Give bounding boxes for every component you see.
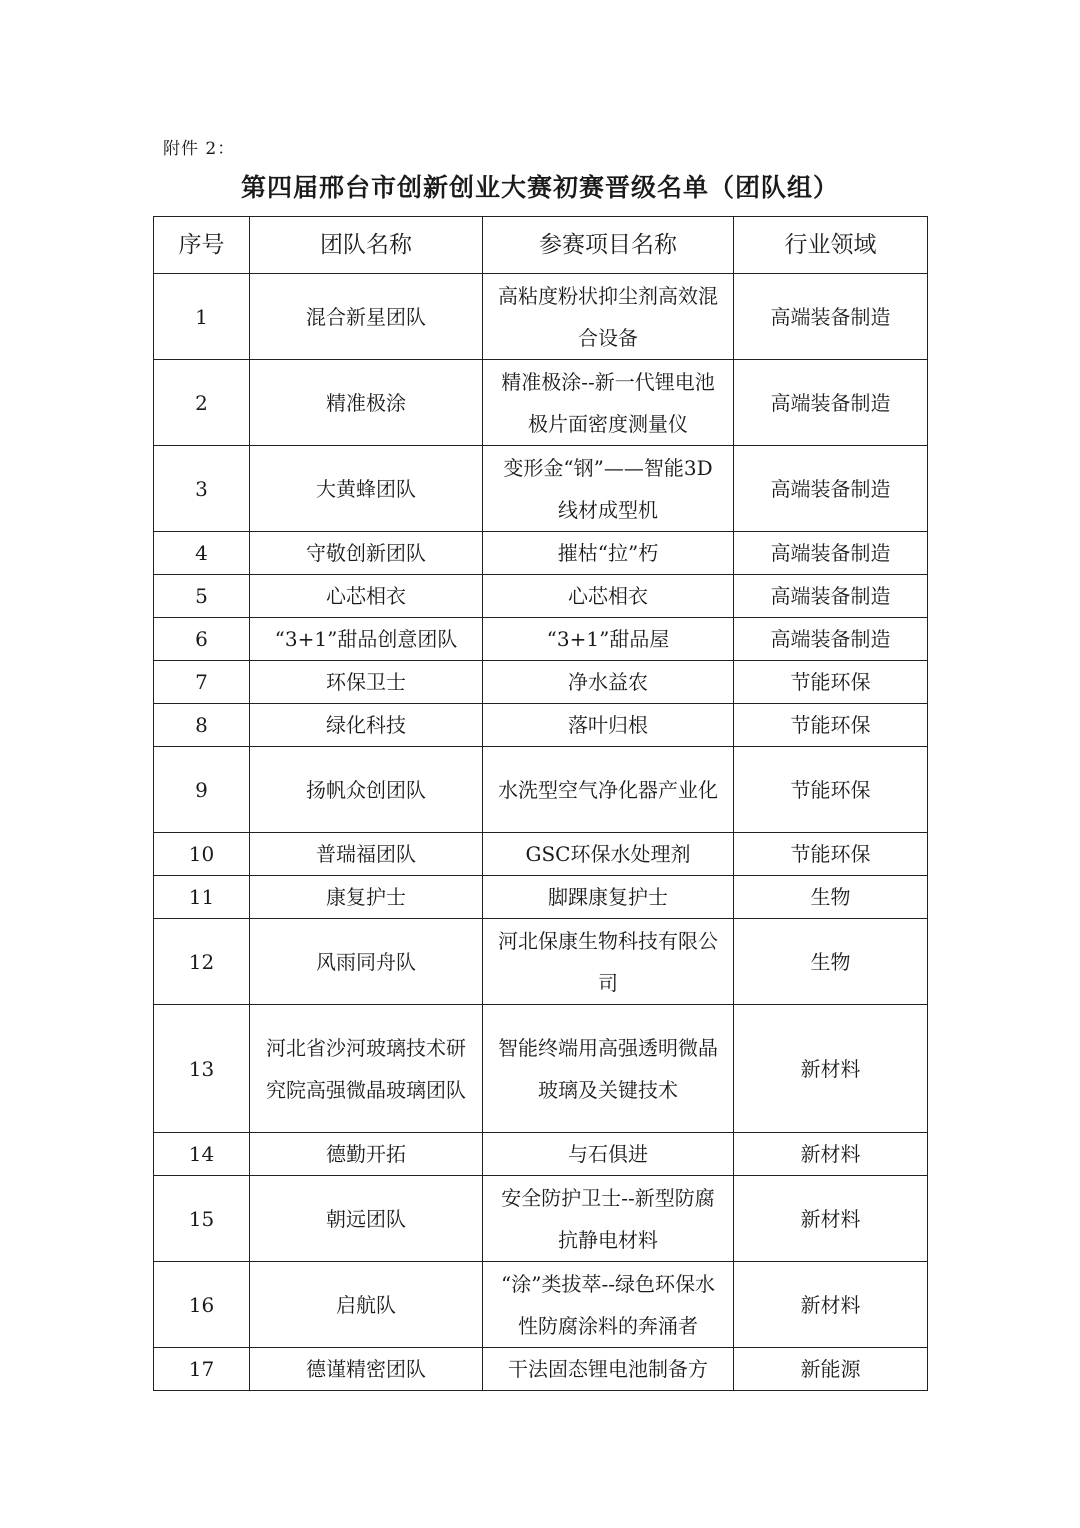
- header-no: 序号: [154, 217, 250, 274]
- row-field: 节能环保: [734, 747, 928, 833]
- row-team: 朝远团队: [250, 1176, 483, 1262]
- row-no: 16: [154, 1262, 250, 1348]
- row-project: GSC环保水处理剂: [483, 833, 734, 876]
- row-team: 绿化科技: [250, 704, 483, 747]
- table-row: [154, 876, 928, 919]
- table-row: [154, 618, 928, 661]
- row-field: 新材料: [734, 1005, 928, 1133]
- shortlist-table: [153, 216, 928, 1391]
- row-field: 节能环保: [734, 661, 928, 704]
- row-project: 高粘度粉状抑尘剂高效混合设备: [483, 274, 734, 360]
- table-row: [154, 446, 928, 532]
- row-field: 生物: [734, 876, 928, 919]
- row-no: 2: [154, 360, 250, 446]
- row-no: 4: [154, 532, 250, 575]
- row-no: 13: [154, 1005, 250, 1133]
- row-field: 高端装备制造: [734, 618, 928, 661]
- row-field: 生物: [734, 919, 928, 1005]
- row-project: 落叶归根: [483, 704, 734, 747]
- row-project: 河北保康生物科技有限公司: [483, 919, 734, 1005]
- row-project: 安全防护卫士--新型防腐抗静电材料: [483, 1176, 734, 1262]
- row-field: 新材料: [734, 1133, 928, 1176]
- row-no: 17: [154, 1348, 250, 1391]
- row-project: 与石俱进: [483, 1133, 734, 1176]
- row-field: 高端装备制造: [734, 360, 928, 446]
- row-field: 新能源: [734, 1348, 928, 1391]
- document-title: 第四届邢台市创新创业大赛初赛晋级名单（团队组）: [240, 173, 839, 202]
- row-field: 高端装备制造: [734, 274, 928, 360]
- row-no: 7: [154, 661, 250, 704]
- row-field: 新材料: [734, 1176, 928, 1262]
- row-team: 大黄蜂团队: [250, 446, 483, 532]
- row-field: 高端装备制造: [734, 532, 928, 575]
- row-team: 启航队: [250, 1262, 483, 1348]
- header-team: 团队名称: [250, 217, 483, 274]
- row-project: 心芯相衣: [483, 575, 734, 618]
- row-team: 守敬创新团队: [250, 532, 483, 575]
- row-team: 河北省沙河玻璃技术研究院高强微晶玻璃团队: [250, 1005, 483, 1133]
- table-row: [154, 360, 928, 446]
- header-project: 参赛项目名称: [483, 217, 734, 274]
- row-team: 精准极涂: [250, 360, 483, 446]
- row-project: 净水益农: [483, 661, 734, 704]
- row-no: 6: [154, 618, 250, 661]
- table-row: [154, 747, 928, 833]
- table-row: [154, 1262, 928, 1348]
- table-body: [154, 274, 928, 1391]
- row-no: 5: [154, 575, 250, 618]
- row-no: 8: [154, 704, 250, 747]
- table-row: [154, 661, 928, 704]
- table-row: [154, 532, 928, 575]
- table-row: [154, 833, 928, 876]
- row-team: 混合新星团队: [250, 274, 483, 360]
- row-project: 水洗型空气净化器产业化: [483, 747, 734, 833]
- table-row: [154, 1005, 928, 1133]
- row-field: 高端装备制造: [734, 446, 928, 532]
- row-field: 新材料: [734, 1262, 928, 1348]
- row-team: 心芯相衣: [250, 575, 483, 618]
- row-field: 高端装备制造: [734, 575, 928, 618]
- row-project: 智能终端用高强透明微晶玻璃及关键技术: [483, 1005, 734, 1133]
- row-project: 干法固态锂电池制备方: [483, 1348, 734, 1391]
- row-project: 精准极涂--新一代锂电池极片面密度测量仪: [483, 360, 734, 446]
- row-no: 1: [154, 274, 250, 360]
- row-no: 10: [154, 833, 250, 876]
- header-field: 行业领域: [734, 217, 928, 274]
- row-project: 摧枯“拉”朽: [483, 532, 734, 575]
- table-row: [154, 575, 928, 618]
- row-no: 12: [154, 919, 250, 1005]
- row-field: 节能环保: [734, 833, 928, 876]
- row-project: “涂”类拔萃--绿色环保水性防腐涂料的奔涌者: [483, 1262, 734, 1348]
- table-row: [154, 704, 928, 747]
- table-row: [154, 1133, 928, 1176]
- row-team: 扬帆众创团队: [250, 747, 483, 833]
- row-project: “3+1”甜品屋: [483, 618, 734, 661]
- row-team: 风雨同舟队: [250, 919, 483, 1005]
- header-row: [154, 217, 928, 274]
- row-project: 脚踝康复护士: [483, 876, 734, 919]
- row-team: 德勤开拓: [250, 1133, 483, 1176]
- row-no: 14: [154, 1133, 250, 1176]
- table-row: [154, 1176, 928, 1262]
- row-team: “3+1”甜品创意团队: [250, 618, 483, 661]
- row-no: 15: [154, 1176, 250, 1262]
- row-team: 康复护士: [250, 876, 483, 919]
- table-row: [154, 919, 928, 1005]
- row-team: 环保卫士: [250, 661, 483, 704]
- row-no: 11: [154, 876, 250, 919]
- table-row: [154, 274, 928, 360]
- row-no: 3: [154, 446, 250, 532]
- row-field: 节能环保: [734, 704, 928, 747]
- row-project: 变形金“钢”——智能3D线材成型机: [483, 446, 734, 532]
- row-no: 9: [154, 747, 250, 833]
- row-team: 普瑞福团队: [250, 833, 483, 876]
- row-team: 德谨精密团队: [250, 1348, 483, 1391]
- attachment-label: 附件 2：: [163, 139, 236, 159]
- table-header: [154, 217, 928, 274]
- table-row: [154, 1348, 928, 1391]
